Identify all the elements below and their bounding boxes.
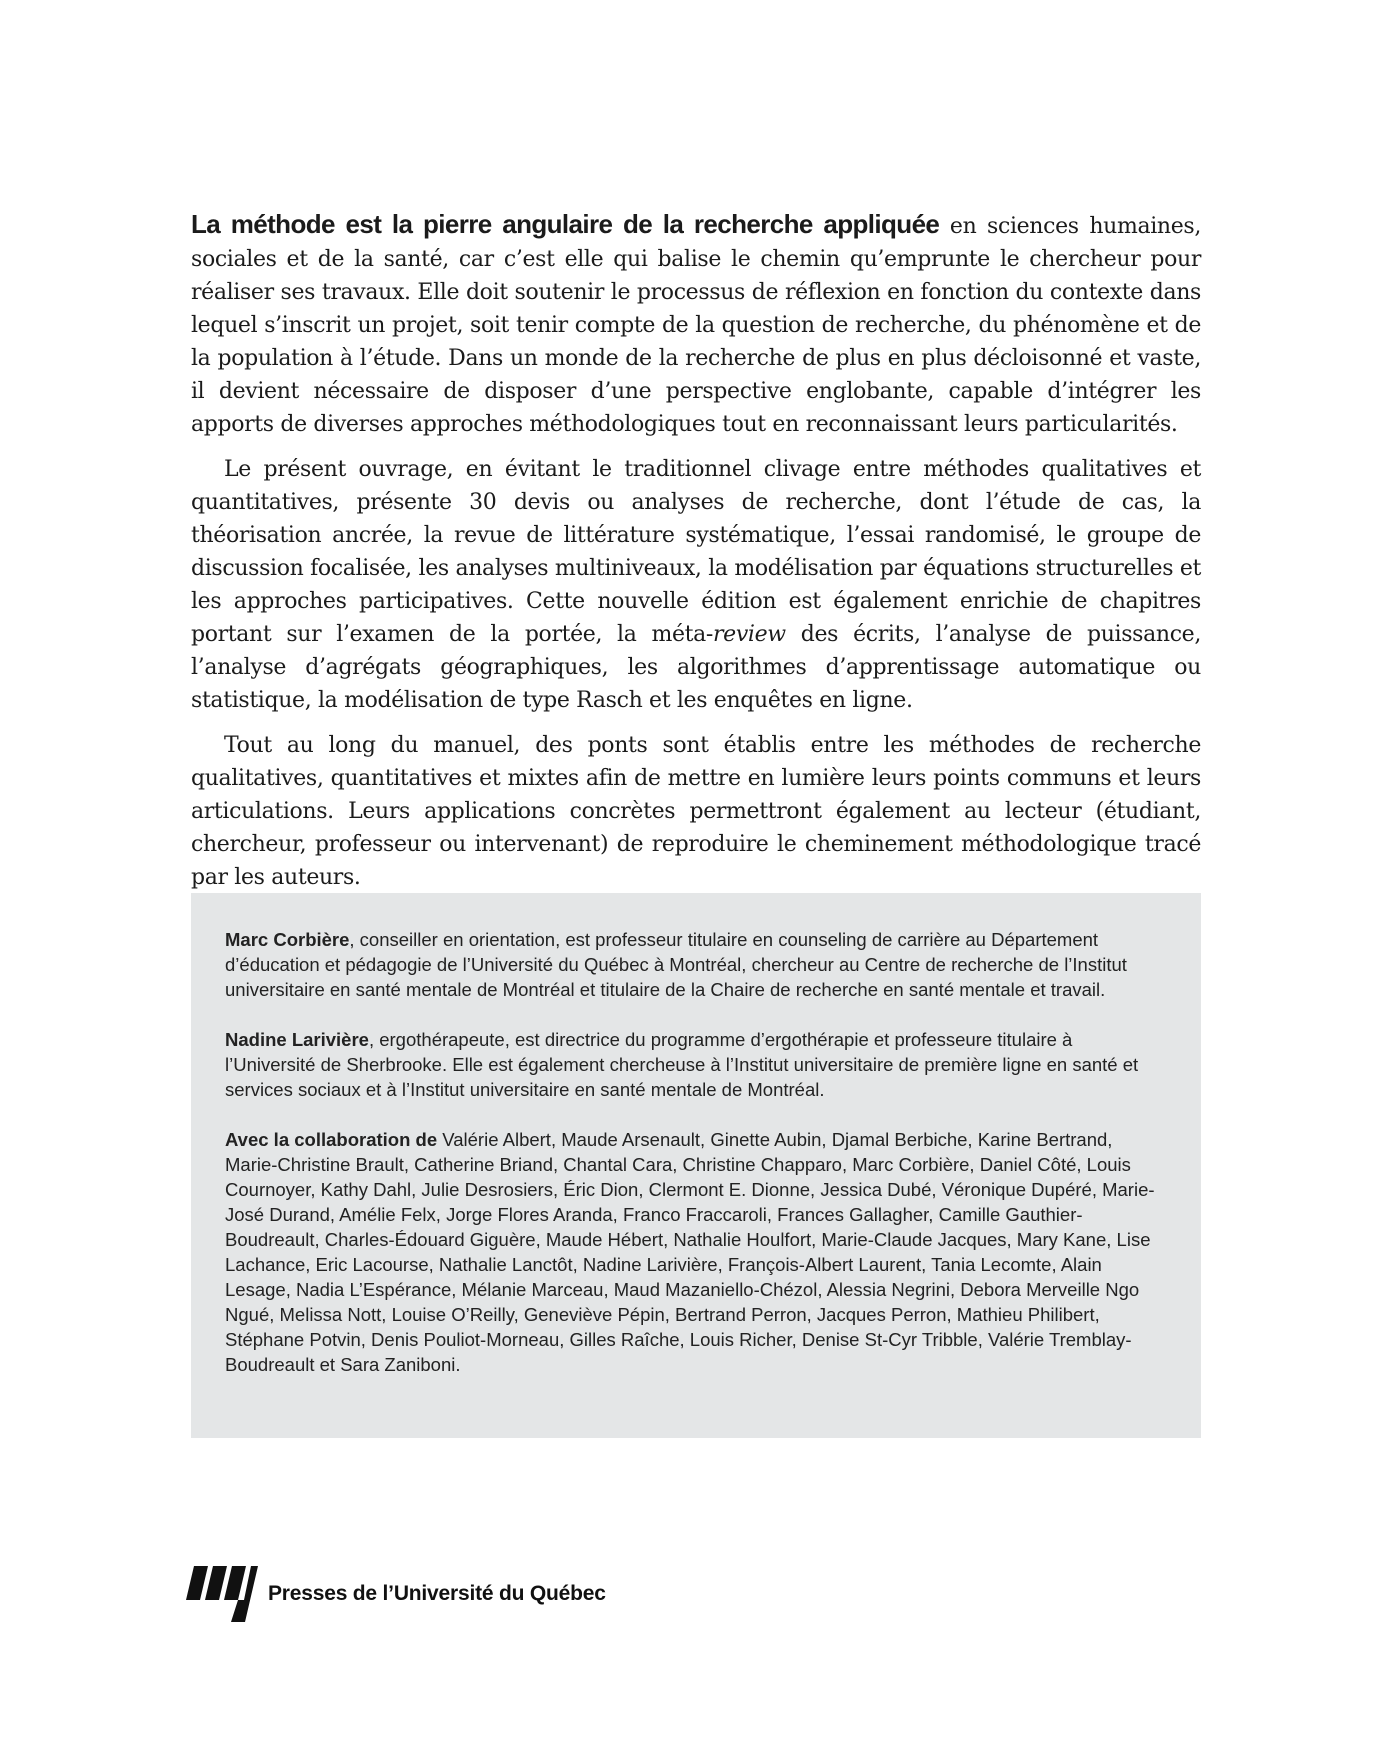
bridges-paragraph: Tout au long du manuel, des ponts sont établis entre les méthodes de recherche qualitatives, quantitatives et mixtes afin de mettre en lumière leurs points communs et leurs articulations. Leurs applications concrètes permettront également au lecteur (étudiant, chercheur, professeur ou intervenant) de reproduire le cheminement méthodologique tracé par les auteurs. — [191, 733, 1201, 890]
author-name: Nadine Larivière — [225, 1029, 369, 1050]
author-name: Marc Corbière — [225, 929, 350, 950]
logo-bar-3 — [224, 1566, 246, 1600]
author-bio-text: , conseiller en orientation, est professeur titulaire en counseling de carrière au Département d’éducation et pédagogie de l’Université du Québec à Montréal, chercheur au Centre de recherche de l’Institut universitaire en santé mentale de Montréal et titulaire de la Chaire de recherche en santé mentale et travail. — [225, 929, 1127, 1000]
collaboration-label: Avec la collaboration de — [225, 1129, 438, 1150]
author-bio — [225, 927, 1167, 1002]
logo-bar-1 — [186, 1566, 208, 1600]
intro-paragraph — [191, 208, 1201, 441]
author-bio — [225, 1027, 1167, 1102]
back-cover-text — [191, 208, 1201, 906]
logo-bar-2 — [205, 1566, 227, 1600]
content-paragraph — [191, 453, 1201, 717]
publisher-name: Presses de l’Université du Québec — [268, 1582, 606, 1605]
author-bio-text: , ergothérapeute, est directrice du programme d’ergothérapie et professeure titulaire à l’Université de Sherbrooke. Elle est également chercheuse à l’Institut universitaire de première ligne en santé et services sociaux et à l’Institut universitaire en santé mentale de Montréal. — [225, 1029, 1139, 1100]
collaborators-list: Valérie Albert, Maude Arsenault, Ginette Aubin, Djamal Berbiche, Karine Bertrand, Marie-Christine Brault, Catherine Briand, Chantal Cara, Christine Chapparo, Marc Corbière, Daniel Côté, Louis Cournoyer, Kathy Dahl, Julie Desrosiers, Éric Dion, Clermont E. Dionne, Jessica Dubé, Véronique Dupéré, Marie-José Durand, Amélie Felx, Jorge Flores Aranda, Franco Fraccaroli, Frances Gallagher, Camille Gauthier-Boudreault, Charles-Édouard Giguère, Maude Hébert, Nathalie Houlfort, Marie-Claude Jacques, Mary Kane, Lise Lachance, Eric Lacourse, Nathalie Lanctôt, Nadine Larivière, François-Albert Laurent, Tania Lecomte, Alain Lesage, Nadia L’Espérance, Mélanie Marceau, Maud Mazaniello-Chézol, Alessia Negrini, Debora Merveille Ngo Ngué, Melissa Nott, Louise O’Reilly, Geneviève Pépin, Bertrand Perron, Jacques Perron, Mathieu Philibert, Stéphane Potvin, Denis Pouliot-Morneau, Gilles Raîche, Louis Richer, Denise St-Cyr Tribble, Valérie Tremblay-Boudreault et Sara Zaniboni. — [225, 1129, 1155, 1375]
intro-text: en sciences humaines, sociales et de la santé, car c’est elle qui balise le chemin qu’emprunte le chercheur pour réaliser ses travaux. Elle doit soutenir le processus de réflexion en fonction du contexte dans lequel s’inscrit un projet, soit tenir compte de la question de recherche, du phénomène et de la population à l’étude. Dans un monde de la recherche de plus en plus décloisonné et vaste, il devient nécessaire de disposer d’une perspective englobante, capable d’intégrer les apports de diverses approches méthodologiques tout en reconnaissant leurs particularités. — [191, 214, 1201, 437]
publisher-block — [186, 1566, 606, 1622]
intro-lead: La méthode est la pierre angulaire de la recherche appliquée — [191, 209, 940, 239]
collaborators — [225, 1127, 1167, 1377]
content-italic-term: review — [713, 622, 786, 647]
authors-box — [191, 893, 1201, 1438]
puq-logo-icon — [186, 1566, 258, 1622]
content-text-before: Le présent ouvrage, en évitant le traditionnel clivage entre méthodes qualitatives et quantitatives, présente 30 devis ou analyses de recherche, dont l’étude de cas, la théorisation ancrée, la revue de littérature systématique, l’essai randomisé, le groupe de discussion focalisée, les analyses multiniveaux, la modélisation par équations structurelles et les approches participatives. Cette nouvelle édition est également enrichie de chapitres portant sur l’examen de la portée, la méta- — [191, 457, 1201, 647]
content-text-after: des écrits, l’analyse de puissance, l’analyse d’agrégats géographiques, les algorithmes d’apprentissage automatique ou statistique, la modélisation de type Rasch et les enquêtes en ligne. — [191, 622, 1201, 713]
